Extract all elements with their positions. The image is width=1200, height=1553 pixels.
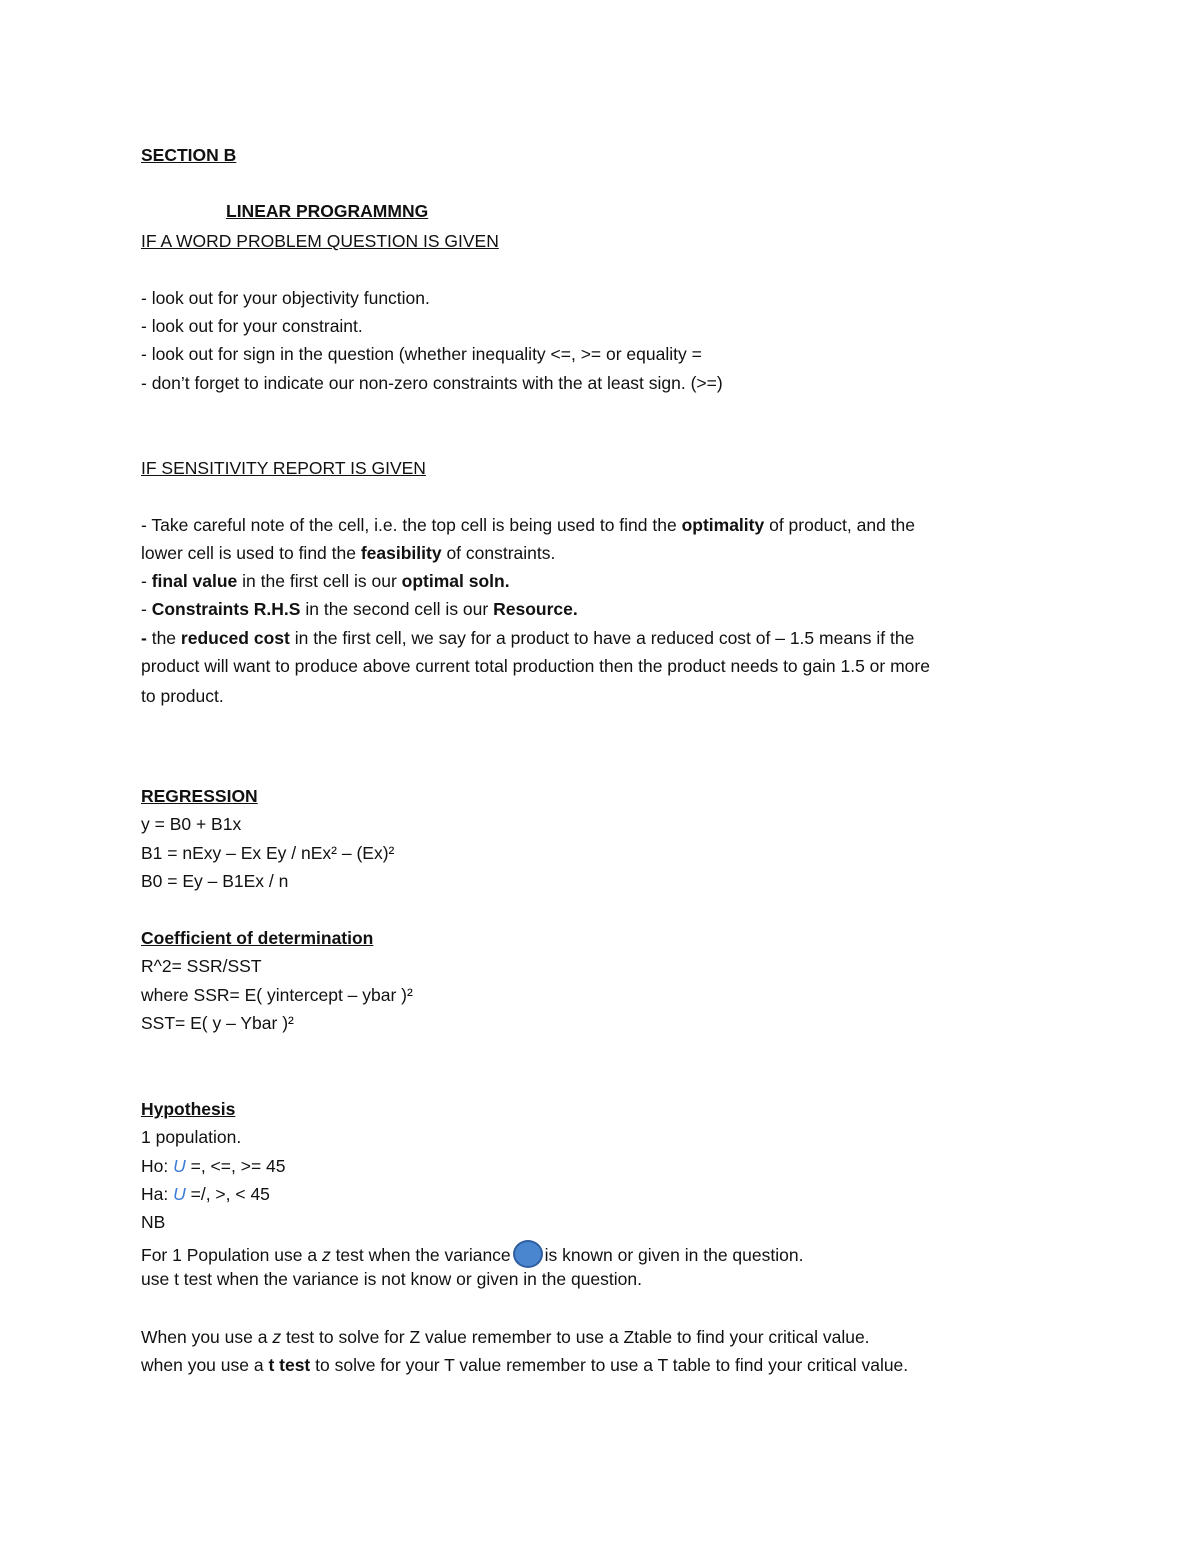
- text-run: when you use a: [141, 1355, 269, 1375]
- sensitivity-line: [141, 598, 578, 620]
- sensitivity-line: product will want to produce above current total production then the product needs to gain 1.5 or more: [141, 656, 930, 676]
- lp-title: LINEAR PROGRAMMNG: [226, 201, 429, 221]
- text-run: -: [141, 571, 152, 591]
- bold-run: final value: [151, 571, 238, 591]
- text-run: Ha:: [141, 1184, 174, 1204]
- sensitivity-line: [141, 514, 915, 536]
- text-run: test to solve for Z value remember to use a Ztable to find your critical value.: [281, 1327, 870, 1347]
- sensitivity-line: [141, 627, 914, 649]
- lp-bullet: - look out for sign in the question (whether inequality <=, >= or equality =: [141, 344, 702, 364]
- regression-formula: y = B0 + B1x: [141, 814, 242, 834]
- lp-bullet: - look out for your objectivity function.: [141, 288, 430, 308]
- regression-title: REGRESSION: [141, 786, 258, 806]
- t-critical-note: [141, 1354, 908, 1376]
- text-run: the: [151, 628, 181, 648]
- text-run: lower cell is used to find the: [141, 543, 361, 563]
- text-run: in the first cell is our: [237, 571, 402, 591]
- text-run: is known or given in the question.: [544, 1245, 804, 1265]
- sensitivity-line: to product.: [141, 686, 224, 706]
- lp-bullet: - don’t forget to indicate our non-zero constraints with the at least sign. (>=): [141, 373, 723, 393]
- coefficient-title: Coefficient of determination: [141, 928, 374, 948]
- hypothesis-title: Hypothesis: [141, 1099, 236, 1119]
- sensitivity-line: [141, 542, 555, 564]
- bold-run: Constraints R.H.S: [151, 599, 301, 619]
- null-hypothesis: [141, 1155, 286, 1177]
- coefficient-formula: SST= E( y – Ybar )²: [141, 1013, 294, 1033]
- z-test-note: [141, 1240, 803, 1268]
- text-run: test when the variance: [330, 1245, 511, 1265]
- text-run: Ho:: [141, 1156, 174, 1176]
- z-critical-note: [141, 1326, 870, 1348]
- text-run: in the first cell, we say for a product to have a reduced cost of – 1.5 means if the: [289, 628, 915, 648]
- sensitivity-heading: IF SENSITIVITY REPORT IS GIVEN: [141, 458, 426, 478]
- text-run: For 1 Population use a: [141, 1245, 322, 1265]
- alternative-hypothesis: [141, 1183, 270, 1205]
- italic-run: z: [321, 1245, 331, 1265]
- bold-run: optimality: [681, 515, 765, 535]
- text-run: When you use a: [141, 1327, 273, 1347]
- text-run: in the second cell is our: [300, 599, 494, 619]
- text-run: to solve for your T value remember to use a T table to find your critical value.: [310, 1355, 909, 1375]
- bold-run: -: [141, 628, 152, 648]
- section-title: SECTION B: [141, 145, 237, 165]
- bold-run: reduced cost: [180, 628, 290, 648]
- text-run: -: [141, 599, 152, 619]
- word-problem-heading: IF A WORD PROBLEM QUESTION IS GIVEN: [141, 231, 499, 251]
- sensitivity-line: [141, 570, 510, 592]
- regression-formula: B1 = nExy – Ex Ey / nEx² – (Ex)²: [141, 843, 395, 863]
- nb-label: NB: [141, 1212, 166, 1232]
- bold-run: feasibility: [360, 543, 442, 563]
- bold-run: Resource.: [493, 599, 578, 619]
- bold-run: optimal soln.: [401, 571, 510, 591]
- t-test-note: use t test when the variance is not know or given in the question.: [141, 1269, 642, 1289]
- text-run: of product, and the: [764, 515, 916, 535]
- coefficient-formula: R^2= SSR/SST: [141, 956, 262, 976]
- mu-symbol: U: [173, 1156, 186, 1176]
- sigma-blob-icon: [513, 1240, 543, 1268]
- italic-run: z: [272, 1327, 282, 1347]
- text-run: of constraints.: [441, 543, 556, 563]
- bold-run: t test: [268, 1355, 311, 1375]
- regression-formula: B0 = Ey – B1Ex / n: [141, 871, 289, 891]
- coefficient-formula: where SSR= E( yintercept – ybar )²: [141, 985, 413, 1005]
- hypothesis-population: 1 population.: [141, 1127, 242, 1147]
- text-run: =, <=, >= 45: [185, 1156, 286, 1176]
- text-run: =/, >, < 45: [185, 1184, 270, 1204]
- lp-bullet: - look out for your constraint.: [141, 316, 363, 336]
- mu-symbol: U: [173, 1184, 186, 1204]
- text-run: - Take careful note of the cell, i.e. the top cell is being used to find the: [141, 515, 682, 535]
